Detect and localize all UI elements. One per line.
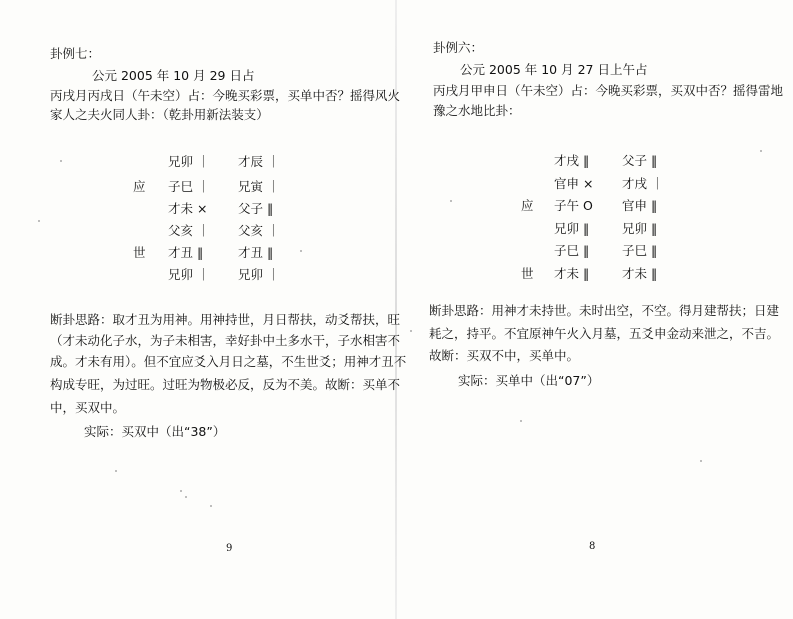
right-question-line-1: 丙戌月甲申日（午未空）占：今晚买彩票，买双中否？摇得雷地 bbox=[433, 83, 784, 98]
analysis-line: 断卦思路：取才丑为用神。用神持世，月日帮扶，动爻帮扶，旺 bbox=[50, 312, 401, 327]
hexagram-mark: 世 bbox=[133, 245, 146, 260]
scan-speck bbox=[450, 200, 452, 202]
left-title: 卦例七： bbox=[50, 46, 101, 61]
left-question-line-1: 丙戌月丙戌日（午未空）占：今晚买彩票，买单中否？摇得风火 bbox=[50, 88, 401, 103]
hexagram-changed-line: 兄卯 ‖ bbox=[622, 221, 658, 236]
scan-speck bbox=[115, 470, 117, 472]
hexagram-original-line: 父亥 ｜ bbox=[168, 223, 210, 238]
scan-speck bbox=[410, 330, 412, 332]
hexagram-original-line: 才戌 ‖ bbox=[554, 153, 590, 168]
analysis-line: 成。才未有用）。但不宜应爻入月日之墓，不生世爻；用神才丑不 bbox=[50, 354, 407, 369]
hexagram-changed-line: 兄卯 ｜ bbox=[238, 267, 280, 282]
hexagram-changed-line: 父子 ‖ bbox=[238, 201, 274, 216]
left-actual-result: 实际：买双中（出“38”） bbox=[84, 424, 226, 439]
scan-speck bbox=[185, 496, 187, 498]
hexagram-mark: 应 bbox=[521, 198, 534, 213]
analysis-line: （才未动化子水，为子未相害，幸好卦中土多水干，子水相害不 bbox=[50, 333, 401, 348]
scan-speck bbox=[180, 490, 182, 492]
left-page-number: 9 bbox=[226, 543, 233, 554]
hexagram-mark: 应 bbox=[133, 179, 146, 194]
right-question-line-2: 豫之水地比卦： bbox=[433, 103, 521, 118]
hexagram-original-line: 子巳 ‖ bbox=[554, 243, 590, 258]
right-page bbox=[396, 0, 793, 619]
hexagram-original-line: 子午 O bbox=[554, 198, 593, 213]
hexagram-original-line: 才未 × bbox=[168, 201, 208, 216]
analysis-line: 耗之，持平。不宜原神午火入月墓，五爻申金动来泄之，不吉。 bbox=[429, 326, 780, 341]
hexagram-changed-line: 官申 ‖ bbox=[622, 198, 658, 213]
hexagram-original-line: 兄卯 ｜ bbox=[168, 154, 210, 169]
hexagram-original-line: 才丑 ‖ bbox=[168, 245, 204, 260]
scan-speck bbox=[210, 505, 212, 507]
hexagram-changed-line: 兄寅 ｜ bbox=[238, 179, 280, 194]
left-date: 公元 2005 年 10 月 29 日占 bbox=[92, 68, 255, 83]
hexagram-original-line: 兄卯 ｜ bbox=[168, 267, 210, 282]
hexagram-mark: 世 bbox=[521, 266, 534, 281]
scan-speck bbox=[520, 420, 522, 422]
scan-speck bbox=[38, 220, 40, 222]
analysis-line: 中，买双中。 bbox=[50, 400, 126, 415]
scan-speck bbox=[760, 150, 762, 152]
hexagram-changed-line: 才未 ‖ bbox=[622, 266, 658, 281]
hexagram-changed-line: 才戌 ｜ bbox=[622, 176, 664, 191]
right-actual-result: 实际：买单中（出“07”） bbox=[458, 373, 600, 388]
hexagram-changed-line: 才丑 ‖ bbox=[238, 245, 274, 260]
right-page-number: 8 bbox=[589, 541, 596, 552]
scan-speck bbox=[60, 160, 62, 162]
hexagram-changed-line: 子巳 ‖ bbox=[622, 243, 658, 258]
hexagram-original-line: 兄卯 ‖ bbox=[554, 221, 590, 236]
hexagram-changed-line: 父亥 ｜ bbox=[238, 223, 280, 238]
hexagram-original-line: 才未 ‖ bbox=[554, 266, 590, 281]
analysis-line: 构成专旺，为过旺。过旺为物极必反，反为不美。故断：买单不 bbox=[50, 377, 401, 392]
left-question-line-2: 家人之夫火同人卦：（乾卦用新法装支） bbox=[50, 107, 269, 122]
hexagram-changed-line: 父子 ‖ bbox=[622, 153, 658, 168]
scan-speck bbox=[300, 250, 302, 252]
scan-speck bbox=[700, 460, 702, 462]
right-title: 卦例六： bbox=[433, 40, 484, 55]
hexagram-original-line: 子巳 ｜ bbox=[168, 179, 210, 194]
hexagram-original-line: 官申 × bbox=[554, 176, 594, 191]
right-date: 公元 2005 年 10 月 27 日上午占 bbox=[460, 62, 648, 77]
analysis-line: 断卦思路：用神才未持世。未时出空，不空。得月建帮扶；日建 bbox=[429, 303, 780, 318]
analysis-line: 故断：买双不中，买单中。 bbox=[429, 348, 580, 363]
hexagram-changed-line: 才辰 ｜ bbox=[238, 154, 280, 169]
